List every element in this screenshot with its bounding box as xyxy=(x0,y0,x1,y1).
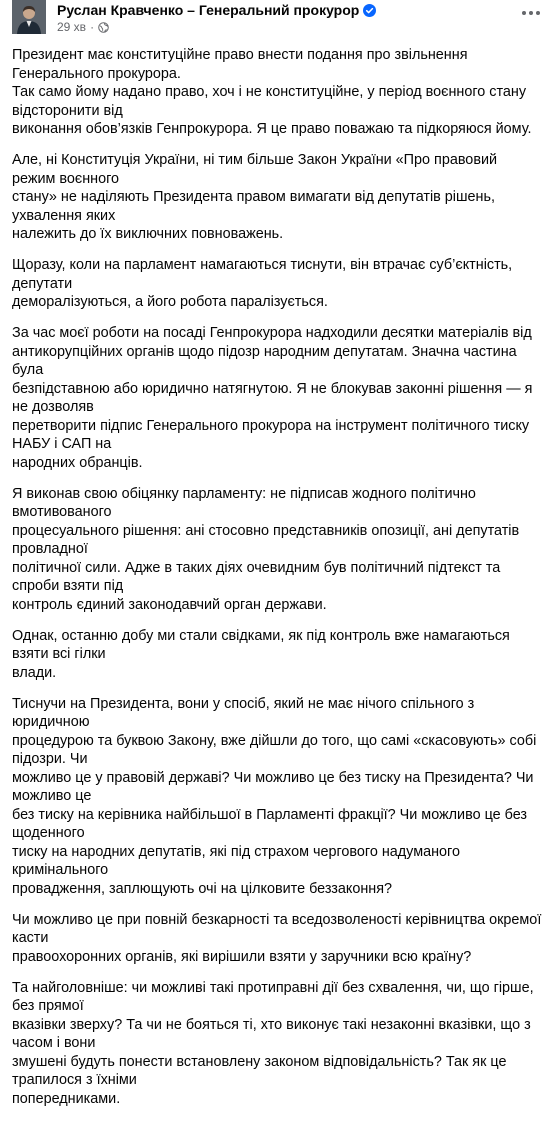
post-paragraph: Однак, останню добу ми стали свідками, як під контроль вже намагаються взяти всі гілки влади. xyxy=(12,627,510,681)
post-paragraph: Тиснучи на Президента, вони у спосіб, який не має нічого спільного з юридичною процедурою та буквою Закону, вже дійшли до того, що самі «скасовують» собі підозри. Чи можливо це у правовій державі? Чи можливо це без тиску на Президента? Чи можливо це без тиску на керівника найбільшої в Парламенті фракції? Чи можливо це без щоденного тиску на народних депутатів, які під страхом чергового надуманого кримінального провадження, заплющують очі на цілковите беззаконня? xyxy=(12,695,537,897)
post-paragraph: За час моєї роботи на посаді Генпрокурора надходили десятки матеріалів від антикорупційних органів щодо підозр народним депутатам. Значна частина була безпідставною або юридично натягнутою. Я не блокував законні рішення — я не дозволяв перетворити підпис Генерального прокурора на інструмент політичного тиску НАБУ і САП на народних обранців. xyxy=(12,325,533,471)
author-name[interactable]: Руслан Кравченко – Генеральний прокурор xyxy=(57,2,360,18)
post-paragraph: Я виконав свою обіцянку парламенту: не підписав жодного політично вмотивованого процесуального рішення: ані стосовно представників опозиції, ані депутатів провладної політичної сили. Адже в таких діях очевидним був політичний підтекст та спроби взяти під контроль єдиний законодавчий орган держави. xyxy=(12,485,520,613)
post-paragraph: Президент має конституційне право внести подання про звільнення Генерального прокурора. Так само йому надано право, хоч і не конституційне, у період воєнного стану відсторонити від виконання обов’язків Генпрокурора. Я це право поважаю та підкоряюся йому. xyxy=(12,47,532,137)
more-options-icon xyxy=(521,10,541,16)
verified-badge-icon xyxy=(363,4,376,17)
avatar-image xyxy=(12,0,46,34)
globe-icon xyxy=(98,22,109,33)
avatar[interactable] xyxy=(12,0,46,34)
post-header xyxy=(0,0,556,40)
post-paragraph: Але, ні Конституція України, ні тим більше Закон України «Про правовий режим воєнного стану» не наділяють Президента правом вимагати від депутатів рішень, ухвалення яких належить до їх виключних повноважень. xyxy=(12,152,498,242)
post-paragraph: Чи можливо це при повній безкарності та вседозволеності керівництва окремої касти правоохоронних органів, які вирішили взяти у заручники всю країну? xyxy=(12,911,542,965)
post-paragraph: Щоразу, коли на парламент намагаються тиснути, він втрачає суб’єктність, депутати деморалізуються, а його робота паралізується. xyxy=(12,257,513,310)
post-body xyxy=(12,46,542,1121)
post-timestamp[interactable]: 29 хв xyxy=(57,20,87,34)
more-options-button[interactable] xyxy=(515,2,547,24)
post-paragraph: Та найголовніше: чи можливі такі протиправні дії без схвалення, чи, що гірше, без прямої вказівки зверху? Та чи не бояться ті, хто виконує такі незаконні вказівки, що з часом і вони змушені будуть понести встановлену законом відповідальність? Так як це трапилося з їхніми попередниками. xyxy=(12,979,534,1107)
meta-separator: · xyxy=(90,20,95,34)
author-line xyxy=(57,1,376,19)
post-meta xyxy=(57,19,109,35)
